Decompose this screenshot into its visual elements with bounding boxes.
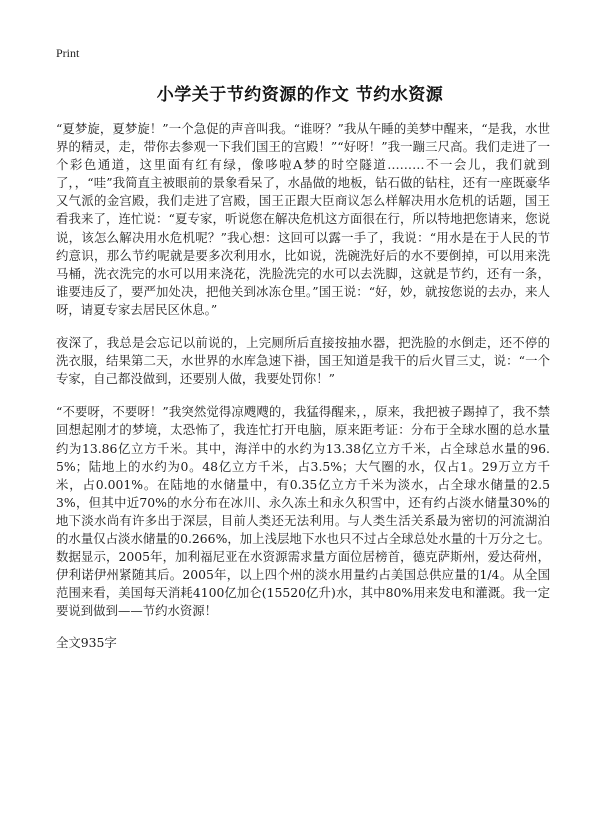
page-title: 小学关于节约资源的作文 节约水资源 (156, 85, 444, 105)
paragraph-1: “夏梦旋，夏梦旋！”一个急促的声音叫我。“谁呀？”我从午睡的美梦中醒来，“是我，水世界的精灵，走，带你去参观一下我们国王的宫殿！”“好呀！”我一蹦三尺高。我们走进了一个彩色通道，这里面有红有绿，像哆啦A梦的时空隧道………不一会儿，我们就到了，，“哇”我简直主被眼前的景象看呆了，水晶做的地板，钻石做的钻柱，还有一座既豪华又气派的金宫殿，我们走进了宫殿，国王正跟大臣商议怎么样解决用水危机的话题，国王看我来了，连忙说：“夏专家，听说您在解决危机这方面很在行，所以特地把您请来，您说说，该怎么解决用水危机呢？”我心想：这回可以露一手了，我说：“用水是在于人民的节约意识，那么节约呢就是要多次利用水，比如说，洗碗洗好后的水不要倒掉，可以用来洗马桶，洗衣洗完的水可以用来浇花，洗脸洗完的水可以去洗脚，这就是节约，还有一条，谁要违反了，要严加处决，把他关到冰冻仓里。”国王说：“好，妙，就按您说的去办，来人呀，请夏专家去居民区休息。” (56, 121, 550, 317)
article-body (56, 120, 550, 652)
print-label[interactable]: Print (56, 46, 80, 60)
word-count: 全文935字 (56, 635, 117, 651)
paragraph-2: 夜深了，我总是会忘记以前说的，上完厕所后直接按抽水器，把洗脸的水倒走，还不停的洗衣服，结果第二天，水世界的水库急速下褂，国王知道是我干的后火冒三丈，说：“一个专家，自己都没做到，还要别人做，我要处罚你！” (56, 335, 550, 387)
paragraph-3: “不要呀，不要呀！”我突然觉得凉飕飕的，我猛得醒来，，原来，我把被子踢掉了，我不禁回想起刚才的梦境，太恐怖了，我连忙打开电脑，原来距考证：分布于全球水圈的总水量约为13.86亿立方千米。其中，海洋中的水约为13.38亿立方千米，占全球总水量的96.5%；陆地上的水约为0。48亿立方千米，占3.5%；大气圈的水，仅占1。29万立方千米，占0.001%。在陆地的水储量中，有0.35亿立方千米为淡水，占全球水储量的2.53%，但其中近70%的水分布在冰川、永久冻土和永久积雪中，还有约占淡水储量30%的地下淡水尚有许多出于深层，目前人类还无法利用。与人类生活关系最为密切的河流湖泊的水量仅占淡水储量的0.266%，加上浅层地下水也只不过占全球总处水量的十万分之七。数据显示，2005年，加利福尼亚在水资源需求量方面位居榜首，德克萨斯州，爱达荷州，伊利诺伊州紧随其后。2005年，以上四个州的淡水用量约占美国总供应量的1/4。从全国范围来看，美国每天消耗4100亿加仑(15520亿升)水，其中80%用来发电和灌溉。我一定要说到做到——节约水资源！ (56, 404, 550, 619)
